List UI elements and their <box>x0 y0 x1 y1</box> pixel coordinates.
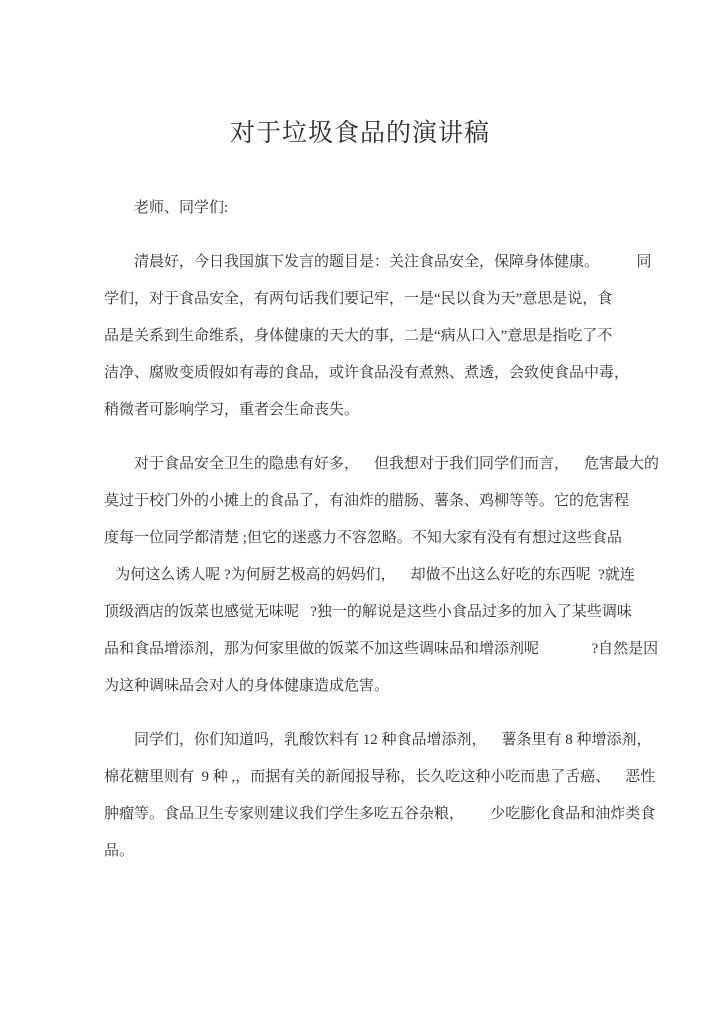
text-line: 肿瘤等。食品卫生专家则建议我们学生多吃五谷杂粮， 少吃膨化食品和油炸类食 <box>104 806 656 822</box>
text-line: 棉花糖里则有 9 种 ,，而据有关的新闻报导称，长久吃这种小吃而患了舌癌、 恶性 <box>104 769 656 785</box>
text-line: 度每一位同学都清楚 ;但它的迷惑力不容忽略。不知大家有没有有想过这些食品 <box>104 530 622 546</box>
text-line: 稍微者可影响学习，重者会生命丧失。 <box>104 402 360 418</box>
text-line: 品是关系到生命维系，身体健康的天大的事，二是“病从口入”意思是指吃了不 <box>104 328 613 344</box>
text-line: 同学们，你们知道吗，乳酸饮料有 12 种食品增添剂， 薯条里有 8 种增添剂， <box>134 732 652 748</box>
text-line: 学们，对于食品安全，有两句话我们要记牢，一是“民以食为天”意思是说，食 <box>104 291 613 307</box>
text-line: 莫过于校门外的小摊上的食品了，有油炸的腊肠、薯条、鸡柳等等。它的危害程 <box>104 493 630 509</box>
text-line: 洁净、腐败变质假如有毒的食品，或许食品没有煮熟、煮透，会致使食品中毒， <box>104 365 630 381</box>
paragraph <box>104 244 652 429</box>
document-title: 对于垃圾食品的演讲稿 <box>229 120 490 147</box>
document-body <box>104 244 660 870</box>
text-line: 为何这么诱人呢 ?为何厨艺极高的妈妈们， 却做不出这么好吃的东西呢 ?就连 <box>104 567 635 583</box>
paragraph <box>104 722 656 870</box>
salutation-line: 老师、同学们: <box>134 200 229 216</box>
text-line: 清晨好，今日我国旗下发言的题目是：关注食品安全，保障身体健康。 同 <box>134 254 652 270</box>
text-line: 为这种调味品会对人的身体健康造成危害。 <box>104 678 390 694</box>
paragraph <box>104 446 660 705</box>
text-line: 品和食品增添剂，那为何家里做的饭菜不加这些调味品和增添剂呢 ?自然是因 <box>104 641 659 657</box>
text-line: 顶级酒店的饭菜也感觉无味呢 ?独一的解说是这些小食品过多的加入了某些调味 <box>104 604 632 620</box>
text-line: 对于食品安全卫生的隐患有好多， 但我想对于我们同学们而言， 危害最大的 <box>134 456 660 472</box>
text-line: 品。 <box>104 843 135 859</box>
